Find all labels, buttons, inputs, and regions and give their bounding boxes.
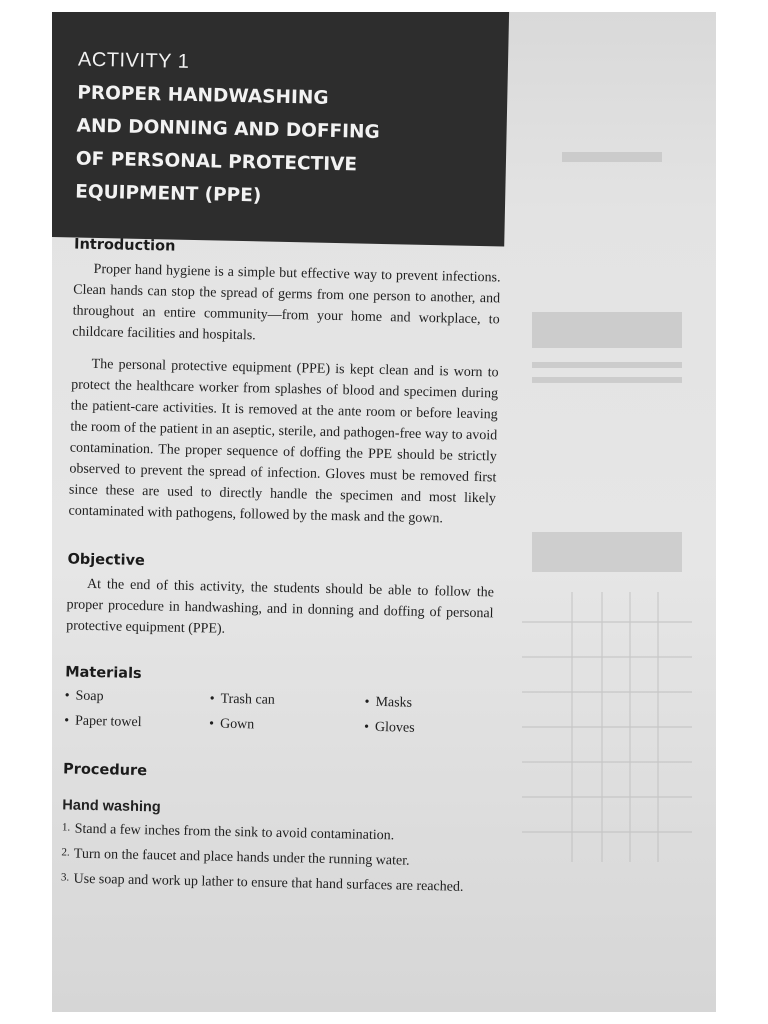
material-item: • Paper towel xyxy=(63,713,142,731)
procedure-step: 2. Turn on the faucet and place hands under the running water. xyxy=(61,846,410,869)
material-item: • Masks xyxy=(364,694,413,711)
title-line: AND DONNING AND DOFFING xyxy=(76,115,380,143)
introduction-paragraph: Proper hand hygiene is a simple but effective way to prevent infections. Clean hands can stop the spread of germs from one person to another, and throughout an entire community—from your home and workplace, to childcare facilities and hospitals. xyxy=(72,261,501,344)
page-body xyxy=(60,237,501,906)
title-line: OF PERSONAL PROTECTIVE xyxy=(75,148,358,176)
bullet: • xyxy=(208,716,215,732)
activity-label: ACTIVITY 1 xyxy=(77,48,190,73)
handwashing-subheading: Hand washing xyxy=(62,797,161,816)
title-line: PROPER HANDWASHING xyxy=(77,82,329,109)
procedure-step: 3. Use soap and work up lather to ensure that hand surfaces are reached. xyxy=(60,871,464,895)
objective-paragraph: At the end of this activity, the students should be able to follow the proper procedure in handwashing, and in donning and doffing of personal protective equipment (PPE). xyxy=(65,576,495,637)
bullet: • xyxy=(63,713,70,729)
title-line: EQUIPMENT (PPE) xyxy=(75,181,262,207)
photographed-page xyxy=(52,12,716,1012)
objective-heading: Objective xyxy=(67,551,145,570)
bullet: • xyxy=(363,719,370,735)
materials-list xyxy=(64,688,492,738)
activity-title xyxy=(75,77,498,218)
bullet: • xyxy=(209,691,215,707)
material-item: • Soap xyxy=(64,688,104,705)
title-banner xyxy=(52,12,509,247)
material-item: • Gown xyxy=(208,716,255,733)
book-page xyxy=(52,12,716,1012)
handwashing-steps xyxy=(61,821,489,896)
introduction-heading: Introduction xyxy=(73,236,176,255)
procedure-step: 1. Stand a few inches from the sink to avoid contamination. xyxy=(61,821,395,844)
material-item: • Trash can xyxy=(209,691,276,708)
introduction-paragraph: The personal protective equipment (PPE) is kept clean and is worn to protect the healthcare worker from splashes of blood and specimen during the patient-care activities. It is removed at the ante room or before leaving the room of the patient in an aseptic, sterile, and pathogen-free way to avoid contamination. The proper sequence of doffing the PPE should be strictly observed to prevent the spread of infection. Gloves must be removed first since these are used to directly handle the specimen and most likely contaminated with pathogens, followed by the mask and the gown. xyxy=(68,356,499,527)
bullet: • xyxy=(64,688,70,704)
material-item: • Gloves xyxy=(363,719,415,736)
bullet: • xyxy=(364,694,370,710)
materials-heading: Materials xyxy=(65,664,142,683)
procedure-heading: Procedure xyxy=(62,761,148,780)
